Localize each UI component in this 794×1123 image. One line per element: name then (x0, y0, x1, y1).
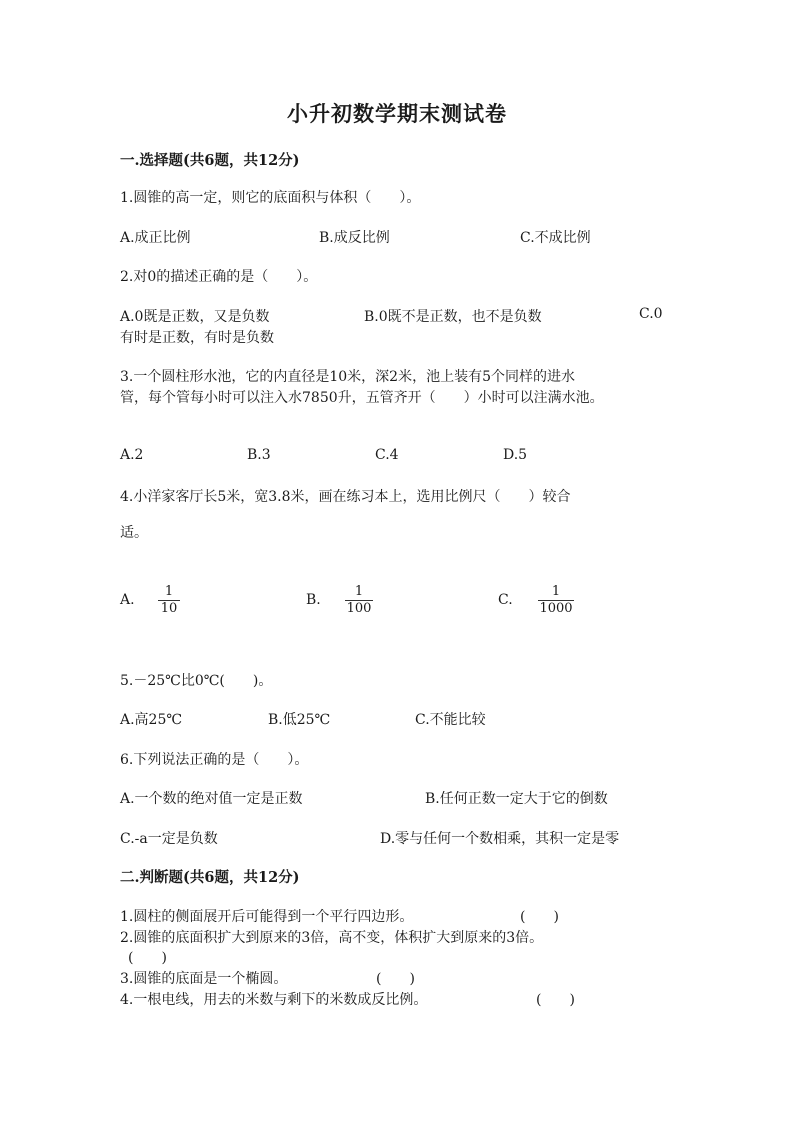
q4-option-b-label: B. (306, 592, 321, 608)
judgment-item-4-blank: ( ) (536, 992, 575, 1008)
question-3-line-1: 3.一个圆柱形水池，它的内直径是10米，深2米，池上装有5个同样的进水 (120, 369, 575, 385)
section-heading-choice: 一.选择题(共6题，共12分) (120, 152, 300, 169)
q1-option-b: B.成反比例 (319, 230, 390, 246)
page-title: 小升初数学期末测试卷 (287, 101, 507, 126)
question-4-line-2: 适。 (120, 525, 148, 541)
q6-option-d: D.零与任何一个数相乘，其积一定是零 (380, 831, 620, 847)
q6-option-a: A.一个数的绝对值一定是正数 (120, 791, 303, 807)
judgment-item-4: 4.一根电线，用去的米数与剩下的米数成反比例。 (120, 992, 428, 1008)
question-2: 2.对0的描述正确的是（ ）。 (120, 269, 318, 285)
judgment-item-2: 2.圆锥的底面积扩大到原来的3倍，高不变，体积扩大到原来的3倍。 (120, 930, 544, 946)
fraction-numerator: 1 (354, 584, 364, 599)
q4-option-c-label: C. (498, 592, 513, 608)
judgment-item-3: 3.圆锥的底面是一个椭圆。 (120, 971, 288, 987)
section-heading-judgment: 二.判断题(共6题，共12分) (120, 869, 300, 886)
judgment-item-2-blank: ( ) (128, 950, 167, 966)
q4-option-c-fraction (538, 584, 574, 617)
q3-option-b: B.3 (247, 447, 271, 463)
judgment-item-1: 1.圆柱的侧面展开后可能得到一个平行四边形。 (120, 909, 414, 925)
q2-option-a: A.0既是正数，又是负数 (120, 309, 270, 325)
question-4-line-1: 4.小洋家客厅长5米，宽3.8米，画在练习本上，选用比例尺（ ）较合 (120, 489, 571, 505)
q4-option-a-label: A. (120, 592, 135, 608)
q3-option-c: C.4 (375, 447, 399, 463)
q4-option-a-fraction (158, 584, 180, 617)
question-1: 1.圆锥的高一定，则它的底面积与体积（ ）。 (120, 190, 421, 206)
q6-option-c: C.-a一定是负数 (120, 831, 218, 847)
q6-option-b: B.任何正数一定大于它的倒数 (425, 791, 608, 807)
q2-option-c: C.0 (639, 306, 663, 322)
q5-option-c: C.不能比较 (415, 712, 486, 728)
fraction-denominator: 10 (160, 601, 178, 616)
q5-option-a: A.高25℃ (120, 712, 183, 728)
q5-option-b: B.低25℃ (268, 712, 331, 728)
q4-option-b-fraction (345, 584, 373, 617)
q2-option-c-continued: 有时是正数，有时是负数 (120, 330, 274, 346)
fraction-denominator: 100 (346, 601, 372, 616)
q2-option-b: B.0既不是正数，也不是负数 (364, 309, 542, 325)
fraction-numerator: 1 (164, 584, 174, 599)
question-6: 6.下列说法正确的是（ ）。 (120, 752, 309, 768)
q3-option-a: A.2 (120, 447, 144, 463)
fraction-numerator: 1 (551, 584, 561, 599)
judgment-item-3-blank: ( ) (376, 971, 415, 987)
q1-option-a: A.成正比例 (120, 230, 191, 246)
q1-option-c: C.不成比例 (520, 230, 591, 246)
judgment-item-1-blank: ( ) (520, 909, 559, 925)
q3-option-d: D.5 (503, 447, 528, 463)
question-3-line-2: 管，每个管每小时可以注入水7850升，五管齐开（ ）小时可以注满水池。 (120, 390, 604, 406)
question-5: 5.－25℃比0℃( )。 (120, 673, 273, 689)
fraction-denominator: 1000 (539, 601, 573, 616)
